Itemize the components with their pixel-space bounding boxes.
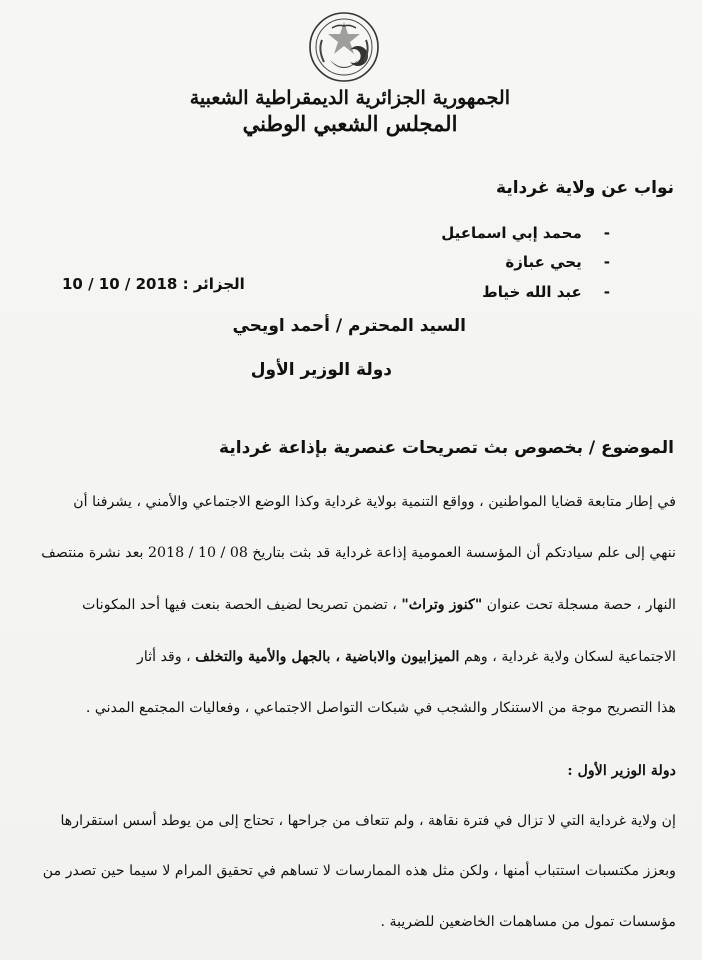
body-text: النهار ، حصة مسجلة تحت عنوان xyxy=(482,597,676,613)
body-line: إن ولاية غرداية التي لا تزال في فترة نقاهة ، ولم تتعاف من جراحها ، تحتاج إلى من يوطد أسس استقرارها xyxy=(60,813,676,829)
recipient-name: السيد المحترم / أحمد اويحي xyxy=(232,316,466,336)
list-dash: - xyxy=(603,283,610,301)
body-text: ، تضمن تصريحا لضيف الحصة بنعت فيها أحد المكونات xyxy=(82,597,402,613)
date-label: الجزائر : xyxy=(182,275,245,293)
recipient-title: دولة الوزير الأول xyxy=(250,360,392,380)
deputy-item xyxy=(441,224,610,242)
assembly-title: المجلس الشعبي الوطني xyxy=(242,111,458,136)
deputy-item xyxy=(505,253,610,271)
body-text: الاجتماعية لسكان ولاية غرداية ، وهم xyxy=(459,649,676,665)
highlighted-text: الميزابيون والاباضية ، بالجهل والأمية والتخلف xyxy=(195,649,460,665)
body-line xyxy=(137,649,676,665)
algeria-emblem-icon xyxy=(308,10,380,84)
deputy-name: محمد إبي اسماعيل xyxy=(441,224,582,242)
deputies-title: نواب عن ولاية غرداية xyxy=(496,178,674,198)
deputy-name: يحي عبازة xyxy=(505,253,582,271)
list-dash: - xyxy=(603,253,610,271)
deputy-name: عبد الله خياط xyxy=(482,283,582,301)
letterhead xyxy=(190,86,510,138)
body-line: وبعزز مكتسبات استتباب أمنها ، ولكن مثل هذه الممارسات لا تساهم في تحقيق المرام لا سيما حين تصدر من xyxy=(42,863,676,879)
list-dash: - xyxy=(603,224,610,242)
date-value: 10 / 10 / 2018 xyxy=(62,275,178,293)
deputy-item xyxy=(482,283,610,301)
body-line: في إطار متابعة قضايا المواطنين ، وواقع التنمية بولاية غرداية وكذا الوضع الاجتماعي والأمني ، يشرفنا أن xyxy=(73,494,676,510)
body-line: ننهي إلى علم سيادتكم أن المؤسسة العمومية إذاعة غرداية قد بثت بتاريخ 08 / 10 / 2018 بعد نشرة منتصف xyxy=(41,545,676,561)
body-line: هذا التصريح موجة من الاستنكار والشجب في شبكات التواصل الاجتماعي ، وفعاليات المجتمع المدني . xyxy=(85,700,676,716)
body-text: ، وقد أثار xyxy=(137,649,196,665)
republic-title: الجمهورية الجزائرية الديمقراطية الشعبية xyxy=(189,87,510,109)
letter-date xyxy=(62,275,245,293)
program-title: "كنوز وتراث" xyxy=(401,597,483,613)
body-line: مؤسسات تمول من مساهمات الخاضعين للضريبة . xyxy=(380,914,676,930)
body-line xyxy=(82,597,676,613)
salutation-line: دولة الوزير الأول : xyxy=(567,763,676,779)
letter-subject: الموضوع / بخصوص بث تصريحات عنصرية بإذاعة غرداية xyxy=(219,438,674,458)
